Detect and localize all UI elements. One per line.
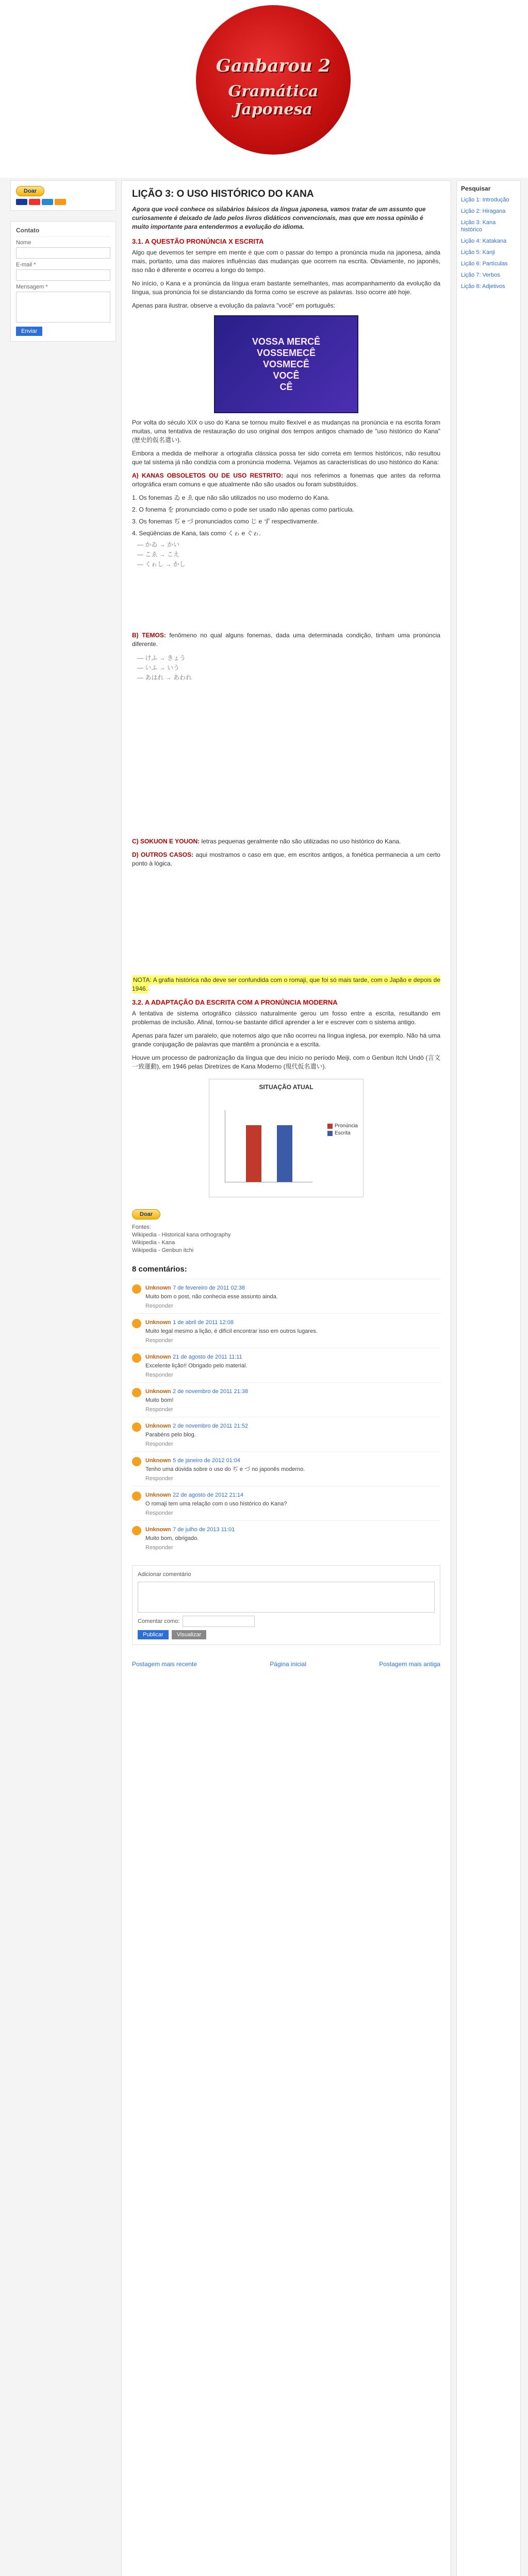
comment xyxy=(132,1313,440,1348)
legend-swatch xyxy=(327,1131,333,1136)
add-comment-label: Adicionar comentário xyxy=(138,1571,191,1578)
example: 1. Os fonemas ゐ e ゑ que não são utilizados no uso moderno do Kana. xyxy=(132,494,329,501)
sidebar-lesson-link[interactable]: Lição 7: Verbos xyxy=(461,272,500,278)
example: 4. Seqüências de Kana, tais como くゎ e ぐゎ. xyxy=(132,530,261,537)
discover-icon xyxy=(55,199,66,205)
paypal-donate-button[interactable]: Doar xyxy=(16,186,44,196)
reply-link[interactable]: Responder xyxy=(145,1476,173,1482)
text: letras pequenas geralmente não são utilizadas no uso histórico do Kana. xyxy=(201,838,401,845)
note xyxy=(132,976,440,993)
legend-label: Pronúncia xyxy=(334,1123,358,1129)
reply-link[interactable]: Responder xyxy=(145,1441,173,1447)
sidebar-lesson-link[interactable]: Lição 1: Introdução xyxy=(461,197,509,203)
publish-button[interactable]: Publicar xyxy=(138,1630,169,1639)
paragraph: Apenas para ilustrar, observe a evolução da palavra "você" em português: xyxy=(132,302,336,309)
spacer xyxy=(132,873,440,976)
example: 3. Os fonemas ぢ e づ pronunciados como じ e ず respectivamente. xyxy=(132,518,319,525)
sidebar-lesson-link[interactable]: Lição 3: Kana histórico xyxy=(461,219,496,233)
comment xyxy=(132,1520,440,1555)
contact-form xyxy=(10,221,116,342)
reply-link[interactable]: Responder xyxy=(145,1406,173,1413)
message-field[interactable] xyxy=(16,292,110,323)
comment-body: Muito bom! xyxy=(145,1397,174,1403)
quote-line: VOCÊ xyxy=(273,370,300,381)
comment xyxy=(132,1417,440,1451)
paragraph-d xyxy=(132,851,440,868)
comments-title: 8 comentários: xyxy=(132,1265,187,1274)
comment-date[interactable]: 2 de novembro de 2011 21:52 xyxy=(173,1423,249,1429)
comment-textarea[interactable] xyxy=(138,1582,435,1613)
spacer xyxy=(132,683,440,837)
post-navigation xyxy=(132,1660,440,1668)
comment-author[interactable]: Unknown xyxy=(145,1423,171,1429)
reply-link[interactable]: Responder xyxy=(145,1510,173,1516)
comment-author[interactable]: Unknown xyxy=(145,1458,171,1464)
bar-pronuncia xyxy=(246,1125,261,1182)
logo-red-circle xyxy=(196,5,351,155)
quote-line: VOSSA MERCÊ xyxy=(252,336,321,347)
example-line: — くゎし → かし xyxy=(137,561,186,568)
source-link[interactable]: Wikipedia - Kana xyxy=(132,1240,175,1246)
home-link[interactable]: Página inicial xyxy=(270,1660,307,1668)
logo-line2: Gramática Japonesa xyxy=(228,82,319,118)
example-line: — あはれ → あわれ xyxy=(137,674,192,681)
subheading: A) KANAS OBSOLETOS OU DE USO RESTRITO: xyxy=(132,472,284,479)
post-title: LIÇÃO 3: O USO HISTÓRICO DO KANA xyxy=(132,189,314,199)
name-label: Nome xyxy=(16,240,31,246)
paragraph: A tentativa de sistema ortográfico clássico naturalmente gerou um fosso entre a escrita, resultando em problemas de inclusão. Afinal, tornou-se bastante difícil aprender a ler e escrever com o sistema antigo. xyxy=(132,1010,440,1026)
current-situation-chart xyxy=(209,1079,364,1197)
avatar xyxy=(132,1422,141,1432)
avatar xyxy=(132,1457,141,1466)
legend-label: Escrita xyxy=(334,1130,351,1136)
post-lead: Agora que você conhece os silabários básicos da língua japonesa, vamos tratar de um assunto que curiosamente é deixado de lado pelos livros didáticos convencionais, mas que em nossa opinião é muito importante para entendermos a evolução do idioma. xyxy=(132,206,426,230)
header-banner xyxy=(0,0,528,178)
amex-icon xyxy=(42,199,53,205)
comment-body: Muito legal mesmo a lição, é difícil encontrar isso em outros lugares. xyxy=(145,1328,318,1334)
name-field[interactable] xyxy=(16,247,110,259)
comment-form xyxy=(132,1565,440,1645)
logo-line1: Ganbarou 2 xyxy=(216,56,331,76)
spacer xyxy=(132,569,440,631)
sidebar-lesson-link[interactable]: Lição 5: Kanji xyxy=(461,249,496,256)
example: 2. O fonema を pronunciado como o pode ser usado não apenas como partícula. xyxy=(132,506,354,513)
example-line: — かゐ → かい xyxy=(137,541,180,548)
preview-button[interactable]: Visualizar xyxy=(172,1630,207,1639)
avatar xyxy=(132,1353,141,1363)
avatar xyxy=(132,1284,141,1294)
comment-date[interactable]: 1 de abril de 2011 12:08 xyxy=(173,1319,234,1326)
text: aqui nos referimos a fonemas que antes da reforma ortográfica eram comuns e que atualmente não são usados ou foram substituídos. xyxy=(132,472,440,488)
comment xyxy=(132,1486,440,1520)
comment-author[interactable]: Unknown xyxy=(145,1527,171,1533)
newer-post-link[interactable]: Postagem mais recente xyxy=(132,1660,197,1668)
avatar xyxy=(132,1319,141,1328)
paypal-donate-button-post[interactable]: Doar xyxy=(132,1209,160,1219)
comment-date[interactable]: 22 de agosto de 2012 21:14 xyxy=(173,1492,244,1498)
reply-link[interactable]: Responder xyxy=(145,1372,173,1378)
paragraph: Por volta do século XIX o uso do Kana se tornou muito flexível e as mudanças na pronúncia e na escrita foram muitas, uma tentativa de restauração do uso original dos tempos antigos chamado de "uso histórico do Kana" (歴史的仮名遣い). xyxy=(132,419,440,444)
comment-body: Excelente lição!! Obrigado pelo material. xyxy=(145,1363,248,1369)
quote-line: CÊ xyxy=(279,382,293,392)
voce-evolution-image xyxy=(214,315,358,413)
paragraph: No início, o Kana e a pronúncia da língua eram bastante semelhantes, mas acompanhamento da evolução da língua, sua pronúncia foi se distanciando da forma como se escreve as palavras. Isso ocorre até hoje. xyxy=(132,280,440,296)
reply-link[interactable]: Responder xyxy=(145,1337,173,1344)
email-field[interactable] xyxy=(16,269,110,281)
comment xyxy=(132,1451,440,1486)
site-logo[interactable] xyxy=(196,5,351,155)
visa-icon xyxy=(16,199,27,205)
source-link[interactable]: Wikipedia - Genbun itchi xyxy=(132,1247,194,1253)
section-heading: 3.1. A QUESTÃO PRONÚNCIA X ESCRITA xyxy=(132,238,264,245)
comment-date[interactable]: 7 de fevereiro de 2011 02:38 xyxy=(173,1285,245,1291)
comment-body: Parabéns pelo blog. xyxy=(145,1432,196,1438)
legend-item xyxy=(327,1123,358,1129)
sidebar-lesson-link[interactable]: Lição 2: Hiragana xyxy=(461,208,506,214)
chart-plot-area xyxy=(225,1110,312,1182)
comment-date[interactable]: 5 de janeiro de 2012 01:04 xyxy=(173,1458,241,1464)
avatar xyxy=(132,1492,141,1501)
legend-swatch xyxy=(327,1124,333,1129)
avatar xyxy=(132,1526,141,1535)
send-button[interactable]: Enviar xyxy=(16,327,42,336)
comment xyxy=(132,1348,440,1382)
paragraph-c xyxy=(132,837,440,846)
comment xyxy=(132,1279,440,1313)
bar-escrita xyxy=(277,1125,292,1182)
sidebar-lesson-link[interactable]: Lição 8: Adjetivos xyxy=(461,283,505,290)
comment-date[interactable]: 2 de novembro de 2011 21:38 xyxy=(173,1388,249,1395)
donate-widget xyxy=(10,180,116,211)
comment-body: Muito bom, obrigado. xyxy=(145,1535,199,1541)
right-sidebar xyxy=(456,180,521,2576)
paragraph-b xyxy=(132,631,440,649)
paragraph: Apenas para fazer um paralelo, que notemos algo que não ocorreu na língua inglesa, por exemplo. Não há uma grande conjugação de palavras que mantêm a pronúncia e a escrita. xyxy=(132,1032,440,1048)
subheading: D) OUTROS CASOS: xyxy=(132,851,194,858)
chart-title: SITUAÇÃO ATUAL xyxy=(259,1083,314,1091)
highlight-note: NOTA: A grafia histórica não deve ser confundida com o romaji, que foi só mais tarde, com o Japão e depois de 1946. xyxy=(132,976,440,992)
comment-as-label: Comentar como: xyxy=(138,1618,180,1624)
comment-date[interactable]: 7 de julho de 2013 11:01 xyxy=(173,1527,235,1533)
comment-author[interactable]: Unknown xyxy=(145,1354,171,1360)
comment-body: O romaji tem uma relação com o uso histórico do Kana? xyxy=(145,1501,287,1507)
identity-select[interactable] xyxy=(183,1616,255,1627)
payment-cards xyxy=(16,199,110,205)
lesson-links xyxy=(461,196,516,290)
reply-link[interactable]: Responder xyxy=(145,1545,173,1551)
example-line: — こゑ → こえ xyxy=(137,551,180,558)
left-sidebar xyxy=(10,180,116,352)
sources-label: Fontes: xyxy=(132,1224,151,1230)
quote-line: VOSSEMECÊ xyxy=(256,348,316,358)
sidebar-lesson-link[interactable]: Lição 6: Partículas xyxy=(461,261,508,267)
message-label: Mensagem * xyxy=(16,284,48,290)
right-sidebar-title: Pesquisar xyxy=(461,185,491,192)
example-line: — けふ → きょう xyxy=(137,654,186,662)
text: fenômeno no qual alguns fonemas, dada uma determinada condição, tinham uma pronúncia diferente. xyxy=(132,632,440,648)
subheading: C) SOKUON E YOUON: xyxy=(132,838,200,845)
contact-title: Contato xyxy=(16,227,110,236)
source-link[interactable]: Wikipedia - Historical kana orthography xyxy=(132,1232,231,1238)
comment-author[interactable]: Unknown xyxy=(145,1388,171,1395)
sidebar-lesson-link[interactable]: Lição 4: Katakana xyxy=(461,238,507,244)
mastercard-icon xyxy=(29,199,40,205)
email-label: E-mail * xyxy=(16,262,36,268)
comment-body: Tenho uma dúvida sobre o uso do ぢ e づ no japonês moderno. xyxy=(145,1466,305,1472)
avatar xyxy=(132,1388,141,1397)
older-post-link[interactable]: Postagem mais antiga xyxy=(379,1660,440,1668)
comment-author[interactable]: Unknown xyxy=(145,1319,171,1326)
comment-author[interactable]: Unknown xyxy=(145,1492,171,1498)
example-line: — いふ → いう xyxy=(137,664,180,671)
chart-legend xyxy=(327,1123,358,1138)
comment xyxy=(132,1382,440,1417)
comment-date[interactable]: 21 de agosto de 2011 11:11 xyxy=(173,1354,242,1360)
comments-list xyxy=(132,1279,440,1555)
quote-line: VOSMECÊ xyxy=(262,359,310,369)
paragraph: Embora a medida de melhorar a ortografia clássica possa ter sido correta em termos históricos, não resultou que tal sistema já não condizia com a pronúncia moderna. Vejamos as características do uso histórico do Kana: xyxy=(132,450,440,466)
comment-body: Muito bom o post, não conhecia esse assunto ainda. xyxy=(145,1294,278,1300)
legend-item xyxy=(327,1130,358,1136)
comment-author[interactable]: Unknown xyxy=(145,1285,171,1291)
reply-link[interactable]: Responder xyxy=(145,1303,173,1309)
text: aqui mostramos o caso em que, em escritos antigos, a fonética permanecia a um certo ponto à lógica. xyxy=(132,851,440,867)
post-content xyxy=(121,180,451,2576)
paragraph-a xyxy=(132,471,440,489)
paragraph: Houve um processo de padronização da língua que deu início no período Meiji, com o Genbun Itchi Undō (言文一致運動), em 1946 pelas Diretrizes de Kana Moderno (現代仮名遣い). xyxy=(132,1054,440,1070)
section-heading: 3.2. A ADAPTAÇÃO DA ESCRITA COM A PRONÚNCIA MODERNA xyxy=(132,998,338,1006)
subheading: B) TEMOS: xyxy=(132,632,166,639)
paragraph: Algo que devemos ter sempre em mente é que com o passar do tempo a pronúncia muda na japonesa, ainda mais, portanto, uma das maiores influências das mudanças que ocorrem na escrita. Obviamente, no japonês, isso não é diferente e ocorreu a longo do tempo. xyxy=(132,249,440,274)
